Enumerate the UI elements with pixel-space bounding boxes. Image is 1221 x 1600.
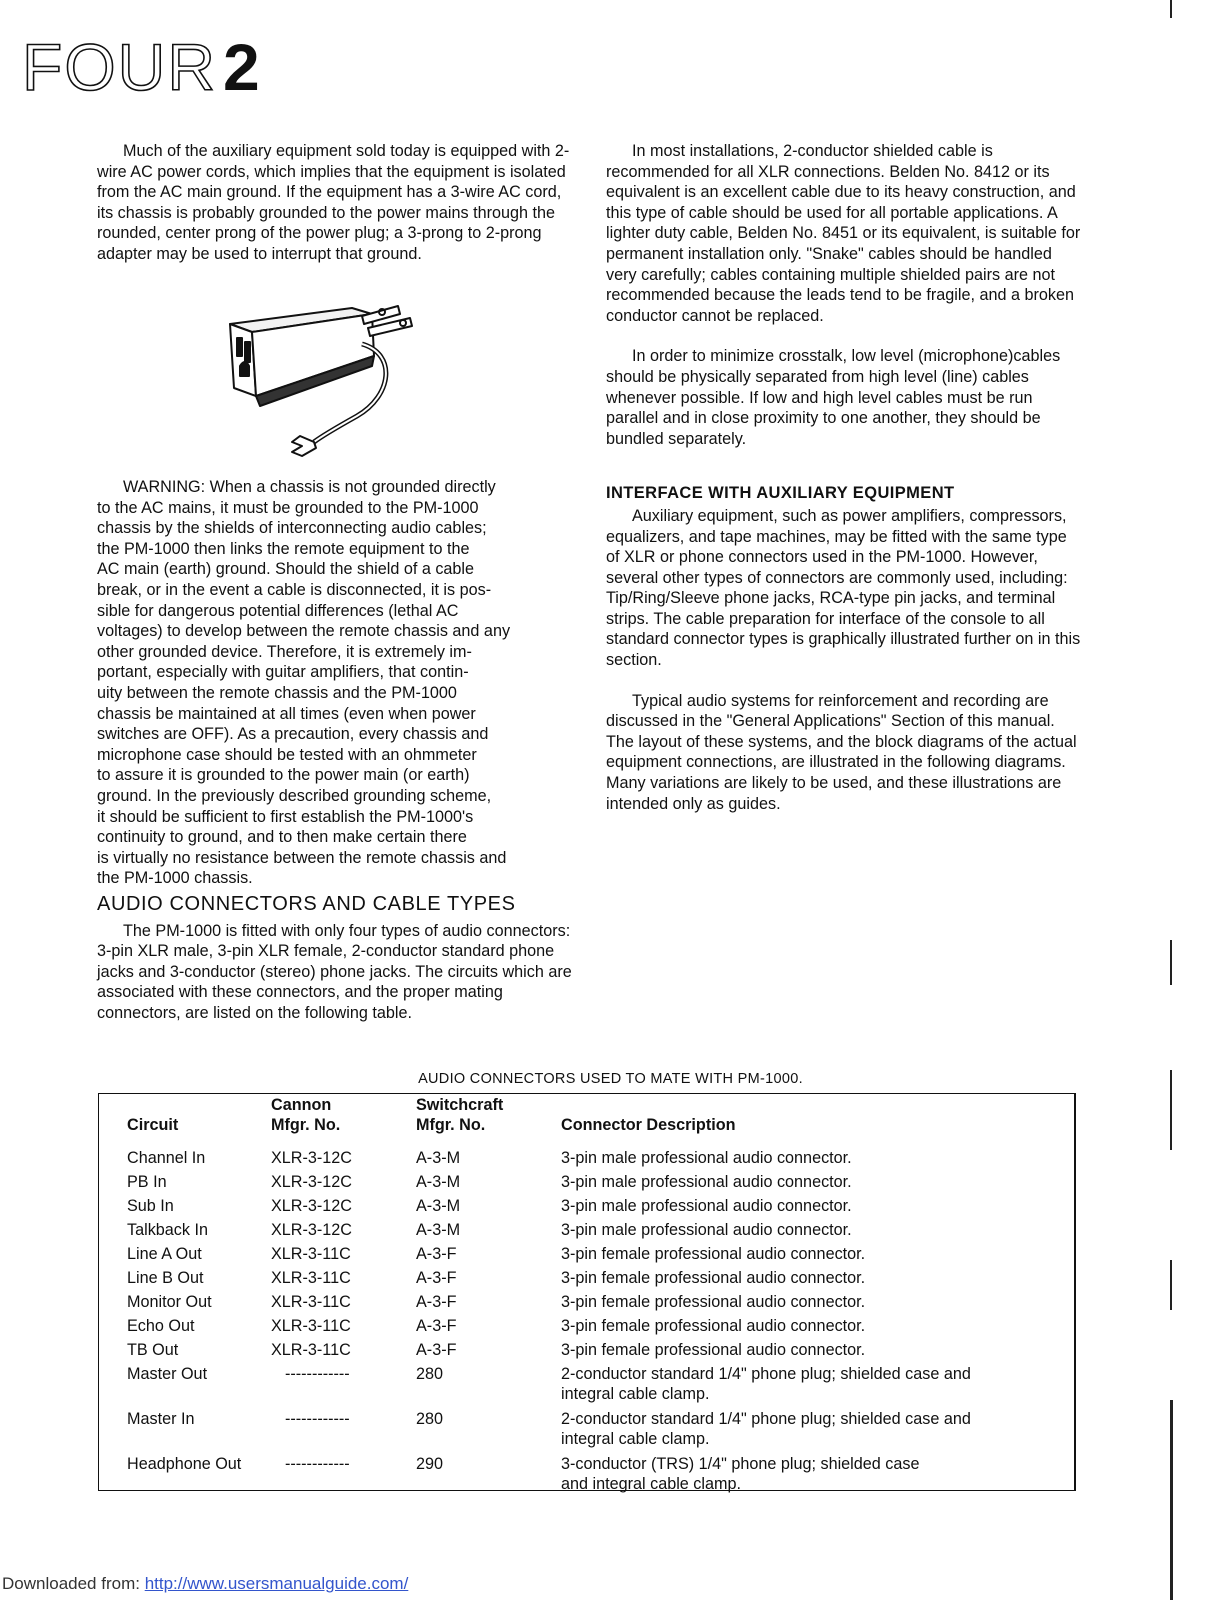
header-cannon-line1: Cannon (271, 1096, 332, 1114)
cell-switchcraft: A-3-F (416, 1245, 457, 1263)
cell-cannon: ------------ (285, 1410, 350, 1428)
cell-cannon: XLR-3-11C (271, 1245, 351, 1263)
cell-description (561, 1410, 1031, 1455)
cell-switchcraft: A-3-M (416, 1221, 461, 1239)
warning-line: the PM-1000 chassis. (97, 869, 253, 888)
cell-cannon: XLR-3-11C (271, 1341, 351, 1359)
cell-switchcraft: A-3-M (416, 1149, 461, 1167)
cell-circuit: Headphone Out (127, 1455, 242, 1473)
header-cannon (271, 1096, 416, 1149)
cell-circuit: Master In (127, 1410, 195, 1428)
table-row (127, 1317, 1031, 1341)
cell-circuit: Monitor Out (127, 1293, 212, 1311)
warning-line: continuity to ground, and to then make certain there (97, 828, 467, 847)
footer-prefix: Downloaded from: (2, 1574, 145, 1593)
cell-switchcraft: A-3-F (416, 1341, 457, 1359)
description-line1: 2-conductor standard 1/4" phone plug; shielded case and (561, 1410, 971, 1428)
cell-description: 3-pin female professional audio connector. (561, 1317, 866, 1335)
warning-line: uity between the remote chassis and the PM-1000 (97, 683, 457, 702)
cell-cannon: XLR-3-12C (271, 1149, 352, 1167)
cell-circuit: PB In (127, 1173, 167, 1191)
cell-cannon: XLR-3-11C (271, 1293, 351, 1311)
cell-cannon: XLR-3-12C (271, 1221, 352, 1239)
cell-circuit: Talkback In (127, 1221, 208, 1239)
table-row (127, 1197, 1031, 1221)
cell-description (561, 1455, 1031, 1500)
edge-mark (1170, 940, 1172, 985)
warning-line: chassis be maintained at all times (even when power (97, 704, 476, 723)
table-row (127, 1221, 1031, 1245)
cell-switchcraft: 290 (416, 1455, 444, 1473)
warning-line: it should be sufficient to first establish the PM-1000's (97, 807, 474, 826)
cell-cannon: XLR-3-11C (271, 1269, 351, 1287)
cell-circuit: Sub In (127, 1197, 174, 1215)
intro-paragraph: Much of the auxiliary equipment sold today is equipped with 2-wire AC power cords, which implies that the equipment is isolated from the AC main ground. If the equipment has a 3-wire AC cord, its chassis is probably grounded to the power mains through the rounded, center prong of the power plug; a 3-prong to 2-prong adapter may be used to interrupt that ground. (97, 142, 570, 263)
description-line2: integral cable clamp. (561, 1384, 710, 1403)
table-row (127, 1149, 1031, 1173)
edge-mark (1170, 0, 1172, 18)
cell-switchcraft: 280 (416, 1410, 444, 1428)
cell-cannon: XLR-3-12C (271, 1197, 352, 1215)
warning-line: switches are OFF). As a precaution, every chassis and (97, 725, 489, 744)
warning-line: sible for dangerous potential differences (lethal AC (97, 601, 459, 620)
cell-cannon: XLR-3-11C (271, 1317, 351, 1335)
cell-switchcraft: A-3-F (416, 1269, 457, 1287)
warning-line: microphone case should be tested with an ohmmeter (97, 745, 477, 764)
cell-circuit: TB Out (127, 1341, 179, 1359)
interface-heading: INTERFACE WITH AUXILIARY EQUIPMENT (606, 484, 955, 503)
cell-circuit: Line B Out (127, 1269, 204, 1287)
cell-circuit: Master Out (127, 1365, 208, 1383)
section-header (22, 20, 260, 104)
audio-connectors-section (97, 894, 575, 1024)
description-line1: 3-conductor (TRS) 1/4" phone plug; shielded case (561, 1455, 920, 1473)
warning-line: portant, especially with guitar amplifiers, that contin- (97, 663, 469, 682)
warning-paragraph (97, 477, 575, 889)
interface-paragraph: Auxiliary equipment, such as power amplifiers, compressors, equalizers, and tape machines, may be fitted with the same type of XLR or phone connectors used in the PM-1000. However, several other types of connectors are commonly used, including: Tip/Ring/Sleeve phone jacks, RCA-type pin jacks, and terminal strips. The cable preparation for interface of the console to all standard connector types is graphically illustrated further on in this section. (606, 506, 1081, 670)
right-column (606, 141, 1084, 814)
warning-block (97, 477, 575, 889)
table-row (127, 1269, 1031, 1293)
warning-line: AC main (earth) ground. Should the shield of a cable (97, 560, 475, 579)
header-switchcraft-line2: Mfgr. No. (416, 1115, 486, 1134)
cell-description: 3-pin female professional audio connector. (561, 1245, 866, 1263)
download-footer (2, 1574, 408, 1594)
table-row (127, 1341, 1031, 1365)
warning-line: ground. In the previously described grounding scheme, (97, 786, 492, 805)
edge-mark (1170, 1260, 1172, 1310)
cell-switchcraft: A-3-M (416, 1197, 461, 1215)
header-switchcraft-line1: Switchcraft (416, 1096, 504, 1114)
cell-switchcraft: A-3-F (416, 1317, 457, 1335)
section-number: 2 (222, 30, 260, 104)
cable-paragraph: In most installations, 2-conductor shielded cable is recommended for all XLR connections. Belden No. 8412 or its equivalent is an excellent cable due to its heavy construction, and this type of cable should be used for all portable applications. A lighter duty cable, Belden No. 8451 or its equivalent, is suitable for permanent installation only. "Snake" cables should be handled very carefully; cables containing multiple shielded pairs are not recommended because the leads tend to be fragile, and a broken conductor cannot be replaced. (606, 142, 1081, 325)
table-row (127, 1365, 1031, 1410)
warning-line: to the AC mains, it must be grounded to the PM-1000 (97, 498, 479, 517)
warning-line: voltages) to develop between the remote chassis and any (97, 622, 511, 641)
table-header-row (127, 1096, 1031, 1149)
cell-circuit: Channel In (127, 1149, 206, 1167)
cell-circuit: Echo Out (127, 1317, 195, 1335)
footer-link[interactable]: http://www.usersmanualguide.com/ (144, 1574, 409, 1593)
audio-connectors-paragraph: The PM-1000 is fitted with only four types of audio connectors: 3-pin XLR male, 3-pin XLR female, 2-conductor standard phone jacks and 3-conductor (stereo) phone jacks. The circuits which are associated with these connectors, and the proper mating connectors, are listed on the following table. (97, 921, 572, 1022)
edge-mark (1170, 1400, 1173, 1600)
connector-table (127, 1096, 1031, 1500)
cell-cannon: XLR-3-12C (271, 1173, 352, 1191)
table-row (127, 1245, 1031, 1269)
cell-description: 3-pin female professional audio connector. (561, 1269, 866, 1287)
cell-switchcraft: 280 (416, 1365, 444, 1383)
cell-cannon: ------------ (285, 1365, 350, 1383)
description-line2: and integral cable clamp. (561, 1474, 741, 1493)
header-cannon-line2: Mfgr. No. (271, 1115, 341, 1134)
cell-description: 3-pin male professional audio connector. (561, 1149, 852, 1167)
warning-line: the PM-1000 then links the remote equipment to the (97, 539, 470, 558)
table-row (127, 1173, 1031, 1197)
crosstalk-paragraph: In order to minimize crosstalk, low level (microphone)cables should be physically separated from high level (line) cables whenever possible. If low and high level cables must be run parallel and in close proximity to one another, they should be bundled separately. (606, 347, 1061, 448)
warning-line: break, or in the event a cable is disconnected, it is pos- (97, 580, 492, 599)
adapter-plug-icon (222, 296, 422, 466)
cell-description: 3-pin female professional audio connector. (561, 1341, 866, 1359)
warning-line: WARNING: When a chassis is not grounded directly (123, 478, 496, 496)
warning-line: chassis by the shields of interconnecting audio cables; (97, 519, 487, 538)
section-word: FOUR (22, 30, 217, 104)
cell-description: 3-pin female professional audio connector. (561, 1293, 866, 1311)
cell-description: 3-pin male professional audio connector. (561, 1197, 852, 1215)
header-description: Connector Description (561, 1115, 736, 1134)
table-row (127, 1455, 1031, 1500)
typical-systems-paragraph: Typical audio systems for reinforcement and recording are discussed in the "General Applications" Section of this manual. The layout of these systems, and the block diagrams of the actual equipment connections, are illustrated in the following diagrams. Many variations are likely to be used, and these illustrations are intended only as guides. (606, 691, 1077, 813)
audio-connectors-heading: AUDIO CONNECTORS AND CABLE TYPES (97, 893, 516, 915)
header-switchcraft (416, 1096, 561, 1149)
cell-description: 3-pin male professional audio connector. (561, 1173, 852, 1191)
cell-switchcraft: A-3-F (416, 1293, 457, 1311)
header-circuit: Circuit (127, 1115, 179, 1134)
warning-line: to assure it is grounded to the power main (or earth) (97, 766, 470, 785)
connector-table-frame (98, 1093, 1076, 1491)
description-line2: integral cable clamp. (561, 1429, 710, 1448)
cell-description: 3-pin male professional audio connector. (561, 1221, 852, 1239)
table-caption: AUDIO CONNECTORS USED TO MATE WITH PM-1000. (418, 1071, 803, 1087)
cell-cannon: ------------ (285, 1455, 350, 1473)
left-column (97, 141, 575, 265)
cell-switchcraft: A-3-M (416, 1173, 461, 1191)
cell-description (561, 1365, 1031, 1410)
cell-circuit: Line A Out (127, 1245, 202, 1263)
table-row (127, 1410, 1031, 1455)
warning-line: other grounded device. Therefore, it is extremely im- (97, 642, 472, 661)
warning-line: is virtually no resistance between the remote chassis and (97, 848, 507, 867)
description-line1: 2-conductor standard 1/4" phone plug; shielded case and (561, 1365, 971, 1383)
edge-mark (1170, 1070, 1172, 1150)
table-row (127, 1293, 1031, 1317)
